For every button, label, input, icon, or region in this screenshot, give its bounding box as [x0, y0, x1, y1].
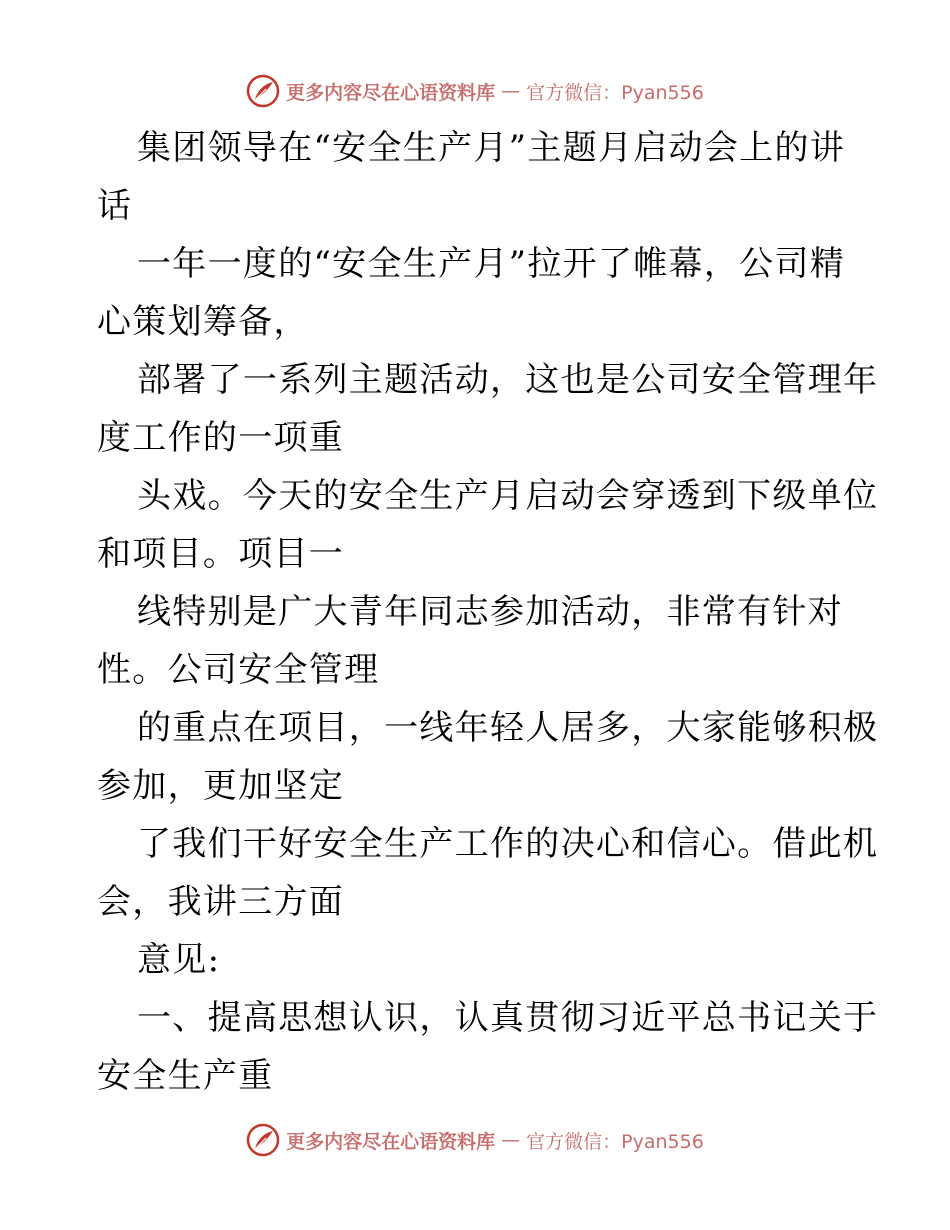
- paragraph-7-line-1: 了我们干好安全生产工作的决心和信心。借此机: [137, 824, 879, 864]
- watermark-title: 更多内容尽在心语资料库: [286, 1130, 496, 1153]
- watermark-separator: —: [501, 1129, 521, 1151]
- watermark-contact: 官方微信：Pyan556: [526, 1130, 704, 1153]
- paragraph-1-line-2: 话: [97, 186, 133, 226]
- watermark-contact: 官方微信：Pyan556: [526, 81, 704, 104]
- section-1-heading-line-2: 安全生产重: [97, 1056, 274, 1096]
- paragraph-6-line-1: 的重点在项目，一线年轻人居多，大家能够积极: [137, 708, 879, 748]
- watermark-separator: —: [501, 80, 521, 102]
- paragraph-2-line-1: 一年一度的“安全生产月”拉开了帷幕，公司精: [137, 244, 846, 284]
- paragraph-3-line-2: 度工作的一项重: [97, 418, 345, 458]
- paragraph-3-line-1: 部署了一系列主题活动，这也是公司安全管理年: [137, 360, 879, 400]
- paragraph-2-line-2: 心策划筹备，: [97, 302, 309, 342]
- footer-watermark: [0, 1120, 950, 1160]
- feather-logo-icon: [246, 74, 280, 108]
- paragraph-7-line-2: 会，我讲三方面: [97, 882, 345, 922]
- paragraph-6-line-2: 参加，更加坚定: [97, 766, 345, 806]
- paragraph-4-line-2: 和项目。项目一: [97, 534, 345, 574]
- document-body: [97, 119, 879, 1105]
- paragraph-8-line-1: 意见:: [137, 940, 221, 980]
- paragraph-5-line-2: 性。公司安全管理: [97, 650, 380, 690]
- header-watermark: [0, 71, 950, 111]
- paragraph-4-line-1: 头戏。今天的安全生产月启动会穿透到下级单位: [137, 476, 879, 516]
- paragraph-5-line-1: 线特别是广大青年同志参加活动，非常有针对: [137, 592, 843, 632]
- paragraph-1-line-1: 集团领导在“安全生产月”主题月启动会上的讲: [137, 128, 846, 168]
- section-1-heading-line-1: 一、提高思想认识，认真贯彻习近平总书记关于: [137, 998, 879, 1038]
- watermark-title: 更多内容尽在心语资料库: [286, 81, 496, 104]
- feather-logo-icon: [246, 1123, 280, 1157]
